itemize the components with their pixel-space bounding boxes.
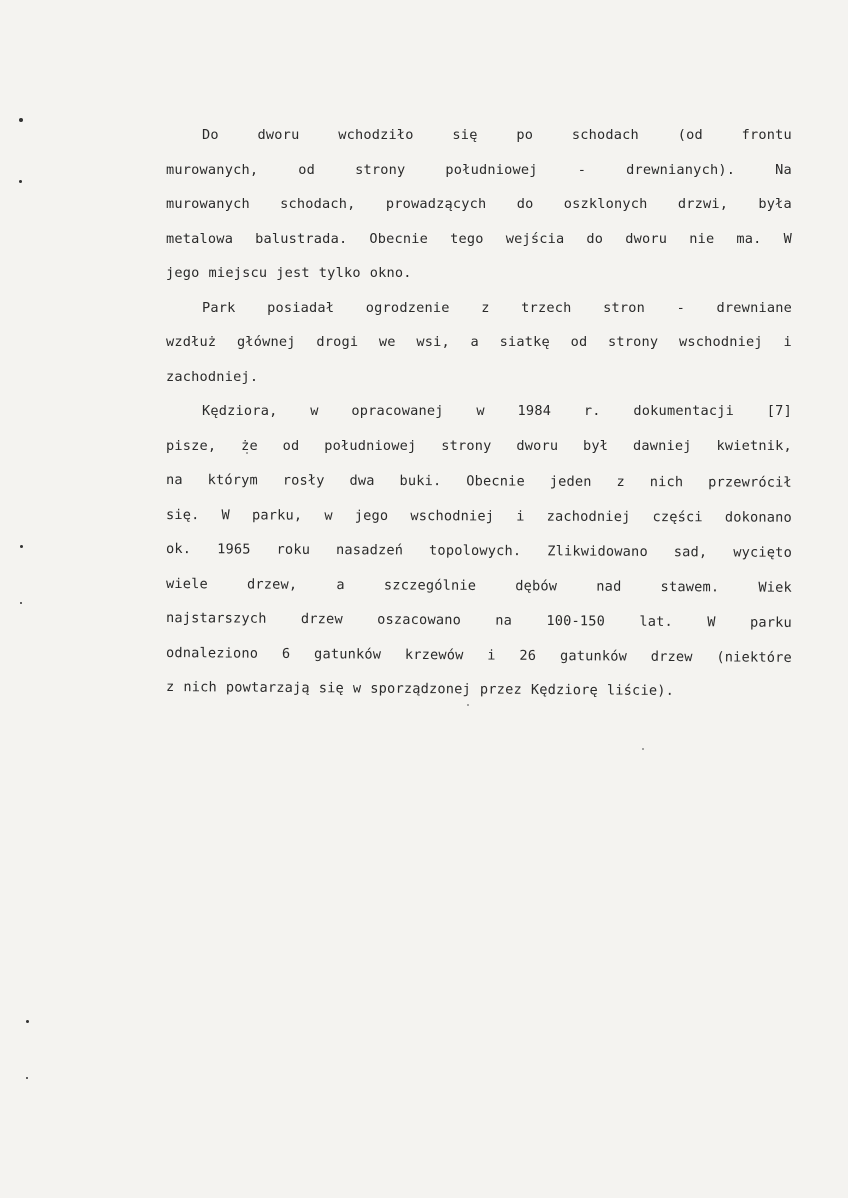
text-line: odnaleziono 6 gatunków krzewów i 26 gatunków drzew (niektóre xyxy=(165,644,792,666)
punch-mark xyxy=(26,1077,28,1079)
text-line: z nich powtarzają się w sporządzonej przez Kędziorę liście). xyxy=(165,679,675,699)
text-line: murowanych schodach, prowadzących do oszklonych drzwi, była xyxy=(166,196,792,212)
text-line: się. W parku, w jego wschodniej i zachodniej części dokonano xyxy=(165,506,792,526)
text-line: metalowa balustrada. Obecnie tego wejścia do dworu nie ma. W xyxy=(166,230,792,247)
text-line: zachodniej. xyxy=(166,368,259,385)
text-line: wzdłuż głównej drogi we wsi, a siatkę od strony wschodniej i xyxy=(166,334,792,350)
punch-mark xyxy=(20,602,22,604)
text-line: Park posiadał ogrodzenie z trzech stron - drewniane xyxy=(202,299,792,316)
punch-mark xyxy=(20,545,23,548)
text-line: wiele drzew, a szczególnie dębów nad stawem. Wiek xyxy=(165,575,792,596)
text-line: ok. 1965 roku nasadzeń topolowych. Zlikwidowano sad, wycięto xyxy=(165,541,793,561)
text-line: murowanych, od strony południowej - drewnianych). Na xyxy=(166,161,792,178)
text-line: jego miejscu jest tylko okno. xyxy=(166,265,412,281)
punch-mark xyxy=(19,180,22,183)
speck-mark xyxy=(642,748,644,750)
text-line: Do dworu wchodziło się po schodach (od frontu xyxy=(202,127,792,143)
punch-mark xyxy=(19,118,23,122)
text-line: Kędziora, w opracowanej w 1984 r. dokumentacji [7] xyxy=(202,403,792,419)
body-text xyxy=(166,118,792,705)
text-line: pisze, że od południowej strony dworu był dawniej kwietnik, xyxy=(166,437,792,454)
punch-mark xyxy=(26,1020,29,1023)
text-line: na którym rosły dwa buki. Obecnie jeden z nich przewrócił xyxy=(165,472,792,491)
text-line: najstarszych drzew oszacowano na 100-150 lat. W parku xyxy=(165,610,792,631)
